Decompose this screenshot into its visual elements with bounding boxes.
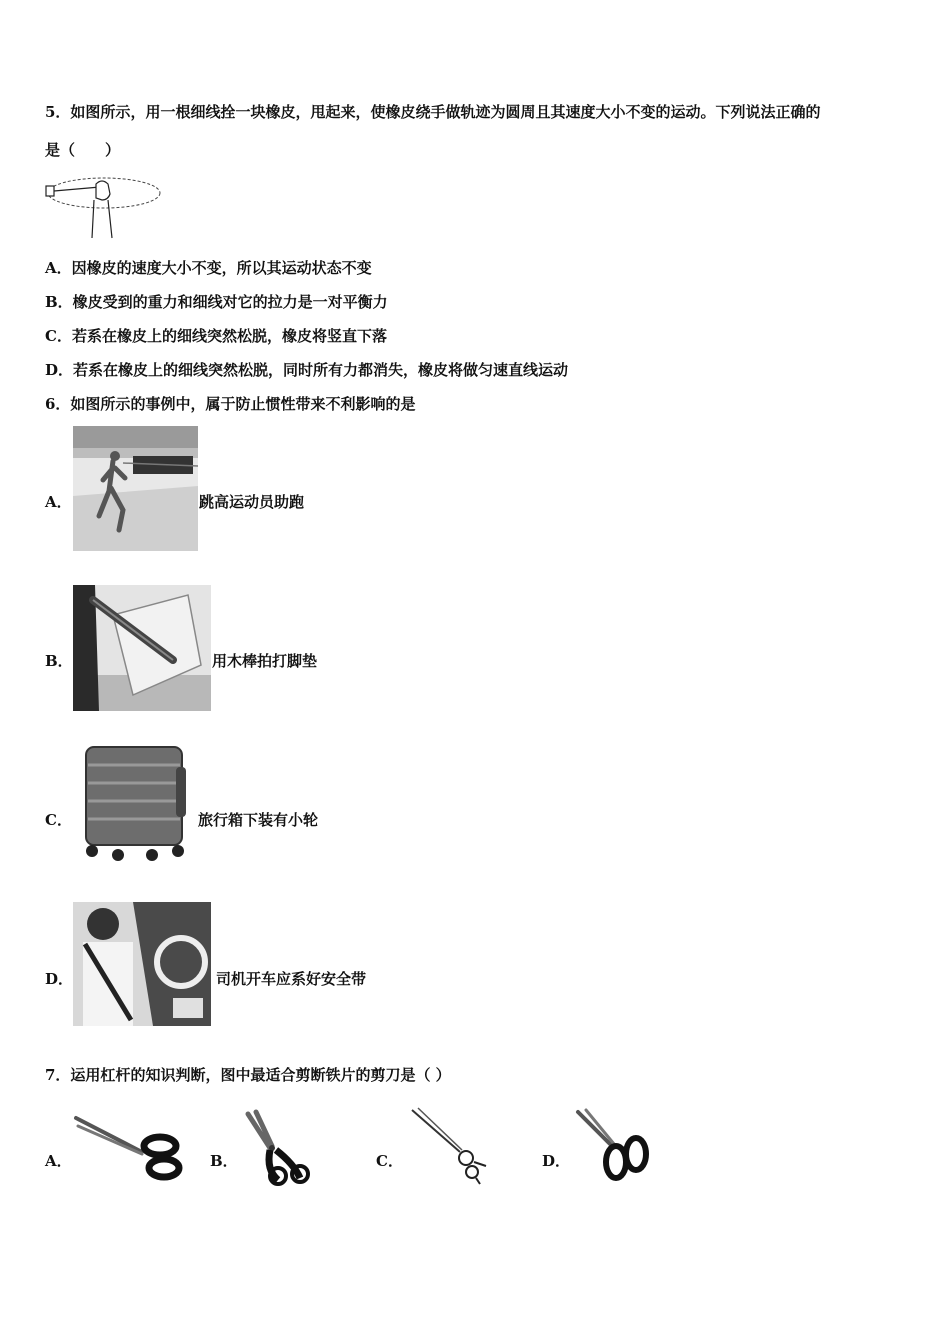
scissors-a-image [72,1112,187,1184]
q5-option-d: D．若系在橡皮上的细线突然松脱，同时所有力都消失，橡皮将做匀速直线运动 [45,361,569,379]
seatbelt-driver-photo [73,902,211,1026]
q5-stem-line1: 5．如图所示，用一根细线拴一块橡皮，甩起来，使橡皮绕手做轨迹为圆周且其速度大小不变的运动。下列说法正确的 [45,103,821,121]
q7-option-a-letter: A． [45,1152,72,1170]
q5-option-b: B．橡皮受到的重力和细线对它的拉力是一对平衡力 [45,293,388,311]
scissors-d-image [572,1106,654,1186]
q5-stem-line2: 是（ ） [45,141,121,159]
q6-option-a-letter: A． [45,493,72,511]
q6-option-b-letter: B． [45,652,73,670]
q6-option-c-letter: C． [45,811,72,829]
q6-option-a-caption: 跳高运动员助跑 [199,493,305,511]
q7-option-d-letter: D． [542,1152,571,1170]
q6-option-c-caption: 旅行箱下装有小轮 [198,811,319,829]
q5-option-c: C．若系在橡皮上的细线突然松脱，橡皮将竖直下落 [45,327,387,345]
q7-option-b-letter: B． [210,1152,238,1170]
q7-stem: 7．运用杠杆的知识判断，图中最适合剪断铁片的剪刀是（ ） [45,1066,451,1084]
high-jump-photo [73,426,198,551]
q5-option-a: A．因橡皮的速度大小不变，所以其运动状态不变 [45,259,372,277]
q7-option-c-letter: C． [376,1152,403,1170]
q6-option-d-caption: 司机开车应系好安全带 [216,970,367,988]
q5-rubber-swing-figure [44,172,162,240]
q6-option-d-letter: D． [45,970,74,988]
q6-option-b-caption: 用木棒拍打脚垫 [212,652,318,670]
suitcase-photo [80,743,192,863]
scissors-b-image [240,1108,315,1188]
beating-mat-photo [73,585,211,711]
scissors-c-image [408,1106,498,1186]
q6-stem: 6．如图所示的事例中，属于防止惯性带来不利影响的是 [45,395,416,413]
